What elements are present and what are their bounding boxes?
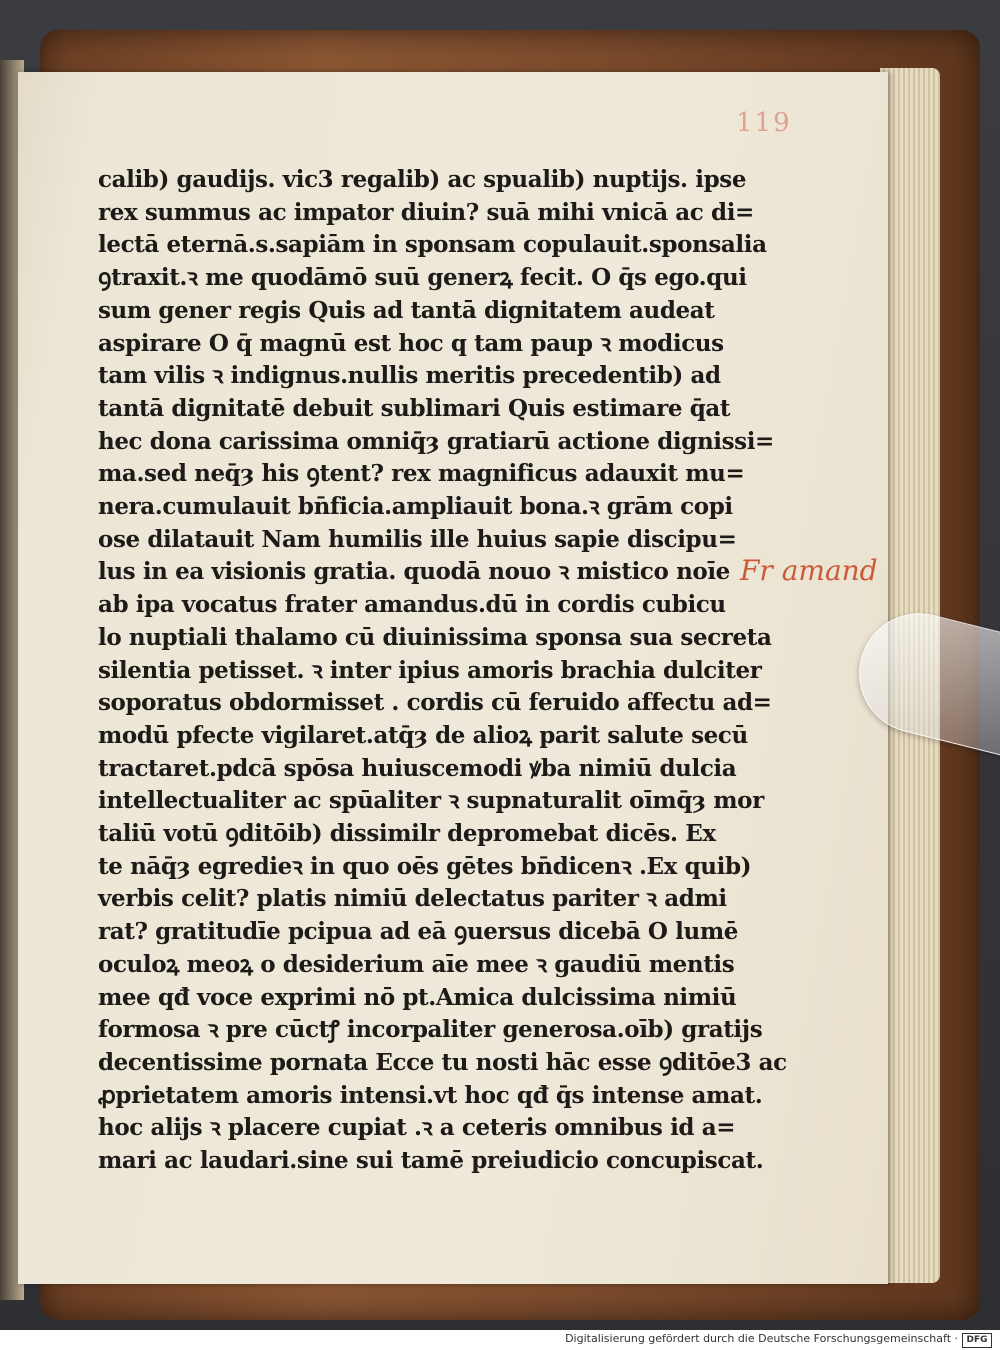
text-line: ma.sed neq̄ȝ his ꝯtent? rex magnificus adauxit mu=: [98, 460, 745, 488]
text-line: soporatus obdormisset . cordis cū feruido affectu ad=: [98, 689, 772, 717]
text-line: mee qđ voce exprimi nō pt.Amica dulcissima nimiū: [98, 983, 737, 1011]
text-line: tractaret.pdcā spōsa huiuscemodi ꝟba nimiū dulcia: [98, 754, 737, 782]
text-line: nera.cumulauit bn̄ficia.ampliauit bona.ꝛ grām copi: [98, 493, 733, 521]
text-line: aspirare O q̄ magnū est hoc q tam paup ꝛ modicus: [98, 329, 724, 357]
text-line: lus in ea visionis gratia. quodā nouo ꝛ mistico noīe: [98, 558, 730, 586]
text-line: decentissime pornata Ecce tu nosti hāc esse ꝯditōe3 ac: [98, 1048, 787, 1076]
text-line: rex summus ac impator diuin? suā mihi vnicā ac di=: [98, 198, 754, 226]
text-line: taliū votū ꝯditōib) dissimilr depromebat dicēs. Ex: [98, 820, 716, 848]
text-line: ab ipa vocatus frater amandus.dū in cordis cubicu: [98, 591, 726, 619]
text-block: [98, 164, 787, 1178]
funding-credit: Digitalisierung gefördert durch die Deutsche Forschungsgemeinschaft ·: [565, 1332, 958, 1345]
text-line: tantā dignitatē debuit sublimari Quis estimare q̄at: [98, 394, 731, 422]
book-page: [18, 72, 888, 1284]
text-line: sum gener regis Quis ad tantā dignitatem audeat: [98, 296, 715, 324]
footer-bar: [0, 1330, 1000, 1350]
text-line: rat? gratitudīe pcipua ad eā ꝯuersus dicebā O lumē: [98, 918, 738, 946]
text-line: mari ac laudari.sine sui tamē preiudicio concupiscat.: [98, 1147, 764, 1175]
text-line: silentia petisset. ꝛ inter ipius amoris brachia dulciter: [98, 656, 762, 684]
text-line: lo nuptiali thalamo cū diuinissima sponsa sua secreta: [98, 623, 772, 651]
text-line: calib) gaudijs. vic3 regalib) ac spualib) nuptijs. ipse: [98, 166, 747, 193]
text-line: hec dona carissima omniq̄ȝ gratiarū actione dignissi=: [98, 427, 774, 455]
text-line: modū pfecte vigilaret.atq̄ȝ de alioꝝ parit salute secū: [98, 721, 748, 749]
text-line: verbis celit? platis nimiū delectatus pariter ꝛ admi: [98, 885, 727, 913]
text-line: formosa ꝛ pre cūctꝭ incorpaliter generosa.oīb) gratijs: [98, 1016, 763, 1044]
text-line: intellectualiter ac spūaliter ꝛ supnaturalit oīmq̄ȝ mor: [98, 787, 764, 815]
text-line: ꝓprietatem amoris intensi.vt hoc qđ q̄s intense amat.: [98, 1081, 763, 1109]
marginal-note: Fr amand: [740, 554, 878, 587]
text-line: hoc alijs ꝛ placere cupiat .ꝛ a ceteris omnibus id a=: [98, 1114, 736, 1142]
text-line: lectā eternā.s.sapiām in sponsam copulauit.sponsalia: [98, 231, 767, 259]
dfg-logo: DFG: [962, 1333, 992, 1348]
text-line: tam vilis ꝛ indignus.nullis meritis precedentib) ad: [98, 362, 721, 390]
text-line: oculoꝝ meoꝝ o desiderium aīe mee ꝛ gaudiū mentis: [98, 950, 735, 978]
folio-number: 119: [736, 108, 792, 138]
text-line: ꝯtraxit.ꝛ me quodāmō suū generꝝ fecit. O q̄s ego.qui: [98, 264, 747, 292]
text-line: ose dilatauit Nam humilis ille huius sapie discipu=: [98, 525, 737, 553]
text-line: te nāq̄ȝ egredieꝛ in quo oēs gētes bn̄dicenꝛ .Ex quib): [98, 852, 752, 880]
